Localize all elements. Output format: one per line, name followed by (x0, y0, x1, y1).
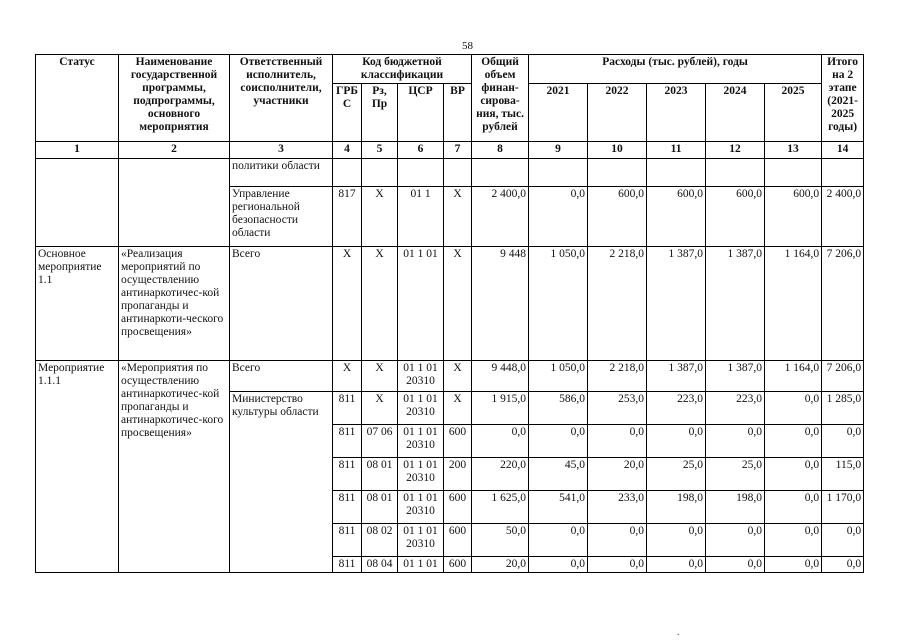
itogo-cell: 1 285,0 (822, 392, 864, 425)
y2025-cell: 1 164,0 (765, 361, 822, 392)
y2021-cell: 0,0 (529, 425, 588, 458)
vr-cell: Х (444, 187, 472, 247)
y2022-cell: 233,0 (588, 491, 647, 524)
vr-cell: 600 (444, 524, 472, 557)
name-cell: «Реализация мероприятий по осуществлению антинаркотичес-кой пропаганды и антинаркоти-ческого просвещения» (119, 247, 230, 361)
grbs-cell: Х (333, 361, 362, 392)
executor-cell: Всего (230, 247, 333, 361)
csr-cell: 01 1 01 20310 (398, 491, 444, 524)
y2021-cell: 0,0 (529, 187, 588, 247)
y2025-cell: 0,0 (765, 491, 822, 524)
y2025-cell: 0,0 (765, 458, 822, 491)
rz-cell: Х (362, 247, 398, 361)
y2023-cell: 25,0 (647, 458, 706, 491)
y2022-cell: 0,0 (588, 425, 647, 458)
total-cell: 0,0 (472, 425, 529, 458)
csr-cell: 01 1 (398, 187, 444, 247)
col-number: 4 (333, 142, 362, 159)
y2024-cell: 0,0 (706, 524, 765, 557)
header-executor: Ответственный исполнитель, соисполнители, участники (230, 55, 333, 142)
y2023-cell: 198,0 (647, 491, 706, 524)
header-expenses: Расходы (тыс. рублей), годы (529, 55, 822, 84)
csr-cell: 01 1 01 20310 (398, 458, 444, 491)
header-itogo: Итого на 2 этапе (2021-2025 годы) (822, 55, 864, 142)
itogo-cell: 7 206,0 (822, 247, 864, 361)
col-number: 6 (398, 142, 444, 159)
col-number: 1 (36, 142, 119, 159)
y2023-cell: 0,0 (647, 425, 706, 458)
grbs-cell: 811 (333, 392, 362, 425)
grbs-cell: 811 (333, 425, 362, 458)
name-cell: «Мероприятия по осуществлению антинаркотичес-кой пропаганды и антинаркотичес-кого просвещения» (119, 361, 230, 573)
csr-cell: 01 1 01 (398, 557, 444, 573)
rz-cell: 08 01 (362, 491, 398, 524)
col-number: 14 (822, 142, 864, 159)
itogo-cell: 115,0 (822, 458, 864, 491)
itogo-cell: 0,0 (822, 524, 864, 557)
total-cell: 1 625,0 (472, 491, 529, 524)
y2024-cell: 0,0 (706, 425, 765, 458)
col-number: 10 (588, 142, 647, 159)
vr-cell: 600 (444, 425, 472, 458)
y2022-cell: 20,0 (588, 458, 647, 491)
col-number: 2 (119, 142, 230, 159)
table-row (36, 159, 864, 187)
total-cell: 2 400,0 (472, 187, 529, 247)
page-number: 58 (462, 40, 473, 52)
vr-cell: Х (444, 392, 472, 425)
rz-cell: Х (362, 187, 398, 247)
y2025-cell: 0,0 (765, 524, 822, 557)
y2022-cell: 2 218,0 (588, 361, 647, 392)
header-year-2025: 2025 (765, 84, 822, 142)
col-number: 9 (529, 142, 588, 159)
header-status: Статус (36, 55, 119, 142)
y2022-cell: 0,0 (588, 557, 647, 573)
header-vr: ВР (444, 84, 472, 142)
executor-cell: Министерство культуры области (230, 392, 333, 573)
grbs-cell: 811 (333, 491, 362, 524)
y2025-cell: 0,0 (765, 392, 822, 425)
y2022-cell: 2 218,0 (588, 247, 647, 361)
y2021-cell: 45,0 (529, 458, 588, 491)
vr-cell: Х (444, 361, 472, 392)
y2023-cell: 0,0 (647, 557, 706, 573)
grbs-cell: 817 (333, 187, 362, 247)
y2024-cell: 1 387,0 (706, 247, 765, 361)
itogo-cell: 7 206,0 (822, 361, 864, 392)
csr-cell: 01 1 01 20310 (398, 361, 444, 392)
y2021-cell: 1 050,0 (529, 361, 588, 392)
vr-cell: 600 (444, 491, 472, 524)
header-year-2022: 2022 (588, 84, 647, 142)
y2024-cell: 1 387,0 (706, 361, 765, 392)
header-budget-code: Код бюджетной классификации (333, 55, 472, 84)
rz-cell: 08 01 (362, 458, 398, 491)
col-number: 7 (444, 142, 472, 159)
y2023-cell: 0,0 (647, 524, 706, 557)
y2022-cell: 0,0 (588, 524, 647, 557)
rz-cell: 07 06 (362, 425, 398, 458)
grbs-cell: 811 (333, 458, 362, 491)
vr-cell: 600 (444, 557, 472, 573)
y2023-cell: 1 387,0 (647, 247, 706, 361)
vr-cell: 200 (444, 458, 472, 491)
y2024-cell: 0,0 (706, 557, 765, 573)
y2023-cell: 600,0 (647, 187, 706, 247)
y2025-cell: 0,0 (765, 425, 822, 458)
grbs-cell: Х (333, 247, 362, 361)
col-number: 5 (362, 142, 398, 159)
header-year-2023: 2023 (647, 84, 706, 142)
budget-table (35, 54, 864, 573)
y2025-cell: 1 164,0 (765, 247, 822, 361)
table-row (36, 361, 864, 392)
col-number: 8 (472, 142, 529, 159)
header-name: Наименование государственной программы, подпрограммы, основного мероприятия (119, 55, 230, 142)
column-numbers-row (36, 142, 864, 159)
itogo-cell: 0,0 (822, 425, 864, 458)
col-number: 11 (647, 142, 706, 159)
y2025-cell: 0,0 (765, 557, 822, 573)
y2021-cell: 586,0 (529, 392, 588, 425)
grbs-cell: 811 (333, 557, 362, 573)
y2024-cell: 600,0 (706, 187, 765, 247)
grbs-cell: 811 (333, 524, 362, 557)
header-grbs: ГРБ С (333, 84, 362, 142)
total-cell: 220,0 (472, 458, 529, 491)
executor-cell: Управление региональной безопасности области (230, 187, 333, 247)
header-row-1 (36, 55, 864, 84)
total-cell: 9 448,0 (472, 361, 529, 392)
vr-cell: Х (444, 247, 472, 361)
csr-cell: 01 1 01 20310 (398, 392, 444, 425)
y2024-cell: 198,0 (706, 491, 765, 524)
csr-cell: 01 1 01 20310 (398, 425, 444, 458)
y2021-cell: 0,0 (529, 524, 588, 557)
rz-cell: 08 04 (362, 557, 398, 573)
y2021-cell: 0,0 (529, 557, 588, 573)
col-number: 13 (765, 142, 822, 159)
rz-cell: 08 02 (362, 524, 398, 557)
itogo-cell: 1 170,0 (822, 491, 864, 524)
itogo-cell: 0,0 (822, 557, 864, 573)
header-total-volume: Общий объем финан-сирова-ния, тыс. рублей (472, 55, 529, 142)
executor-cell: Всего (230, 361, 333, 392)
col-number: 12 (706, 142, 765, 159)
status-cell: Мероприятие 1.1.1 (36, 361, 119, 573)
header-rz: Рз, Пр (362, 84, 398, 142)
y2025-cell: 600,0 (765, 187, 822, 247)
col-number: 3 (230, 142, 333, 159)
total-cell: 1 915,0 (472, 392, 529, 425)
executor-cell: политики области (230, 159, 333, 187)
header-year-2024: 2024 (706, 84, 765, 142)
total-cell: 20,0 (472, 557, 529, 573)
table-row (36, 247, 864, 361)
y2022-cell: 600,0 (588, 187, 647, 247)
scan-speck: . (677, 627, 680, 638)
rz-cell: Х (362, 392, 398, 425)
csr-cell: 01 1 01 20310 (398, 524, 444, 557)
csr-cell: 01 1 01 (398, 247, 444, 361)
rz-cell: Х (362, 361, 398, 392)
itogo-cell: 2 400,0 (822, 187, 864, 247)
y2021-cell: 1 050,0 (529, 247, 588, 361)
header-year-2021: 2021 (529, 84, 588, 142)
y2023-cell: 1 387,0 (647, 361, 706, 392)
y2024-cell: 25,0 (706, 458, 765, 491)
y2021-cell: 541,0 (529, 491, 588, 524)
y2022-cell: 253,0 (588, 392, 647, 425)
total-cell: 9 448 (472, 247, 529, 361)
y2024-cell: 223,0 (706, 392, 765, 425)
status-cell: Основное мероприятие 1.1 (36, 247, 119, 361)
header-csr: ЦСР (398, 84, 444, 142)
total-cell: 50,0 (472, 524, 529, 557)
y2023-cell: 223,0 (647, 392, 706, 425)
